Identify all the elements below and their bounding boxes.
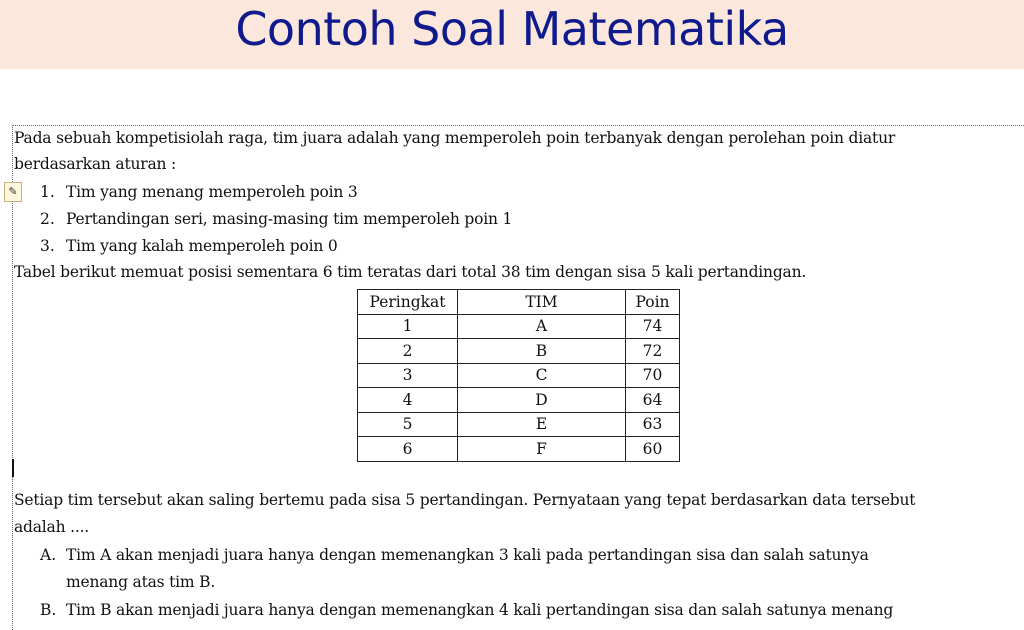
title-banner [0, 0, 1024, 69]
rank-cell: 3 [358, 363, 458, 388]
table-row [358, 412, 680, 437]
option-a-line-2: menang atas tim B. [66, 573, 216, 591]
table-intro: Tabel berikut memuat posisi sementara 6 tim teratas dari total 38 tim dengan sisa 5 kali pertandingan. [14, 263, 807, 281]
text-cursor [12, 459, 14, 477]
team-cell: B [458, 339, 626, 364]
table-row [358, 363, 680, 388]
table-row [358, 437, 680, 462]
option-letter: A. [40, 546, 57, 564]
rule-text: Tim yang menang memperoleh poin 3 [66, 183, 358, 201]
points-cell: 60 [626, 437, 680, 462]
column-header: TIM [458, 290, 626, 315]
option-b-line-1: Tim B akan menjadi juara hanya dengan memenangkan 4 kali pertandingan sisa dan salah satunya menang [66, 601, 894, 619]
team-cell: F [458, 437, 626, 462]
points-cell: 74 [626, 314, 680, 339]
option-a-line-1: Tim A akan menjadi juara hanya dengan memenangkan 3 kali pada pertandingan sisa dan salah satunya [66, 546, 869, 564]
rule-number: 2. [40, 210, 55, 228]
rank-cell: 6 [358, 437, 458, 462]
document-top-border [12, 125, 1024, 126]
question-line-1: Setiap tim tersebut akan saling bertemu pada sisa 5 pertandingan. Pernyataan yang tepat berdasarkan data tersebut [14, 491, 916, 509]
points-cell: 64 [626, 388, 680, 413]
page-title: Contoh Soal Matematika [235, 2, 789, 56]
team-cell: C [458, 363, 626, 388]
points-cell: 72 [626, 339, 680, 364]
table-header-row [358, 290, 680, 315]
column-header: Poin [626, 290, 680, 315]
column-header: Peringkat [358, 290, 458, 315]
rule-number: 3. [40, 237, 55, 255]
table-row [358, 314, 680, 339]
rule-number: 1. [40, 183, 55, 201]
table-row [358, 339, 680, 364]
standings-table [357, 289, 680, 462]
rule-text: Pertandingan seri, masing-masing tim memperoleh poin 1 [66, 210, 513, 228]
points-cell: 70 [626, 363, 680, 388]
rule-text: Tim yang kalah memperoleh poin 0 [66, 237, 338, 255]
table-row [358, 388, 680, 413]
team-cell: A [458, 314, 626, 339]
points-cell: 63 [626, 412, 680, 437]
team-cell: D [458, 388, 626, 413]
question-line-2: adalah .... [14, 518, 90, 536]
rank-cell: 4 [358, 388, 458, 413]
intro-line-2: berdasarkan aturan : [14, 155, 177, 173]
rank-cell: 1 [358, 314, 458, 339]
comment-pin-icon[interactable]: ✎ [4, 182, 22, 202]
rank-cell: 5 [358, 412, 458, 437]
team-cell: E [458, 412, 626, 437]
rank-cell: 2 [358, 339, 458, 364]
option-letter: B. [40, 601, 57, 619]
intro-line-1: Pada sebuah kompetisiolah raga, tim juara adalah yang memperoleh poin terbanyak dengan perolehan poin diatur [14, 129, 896, 147]
